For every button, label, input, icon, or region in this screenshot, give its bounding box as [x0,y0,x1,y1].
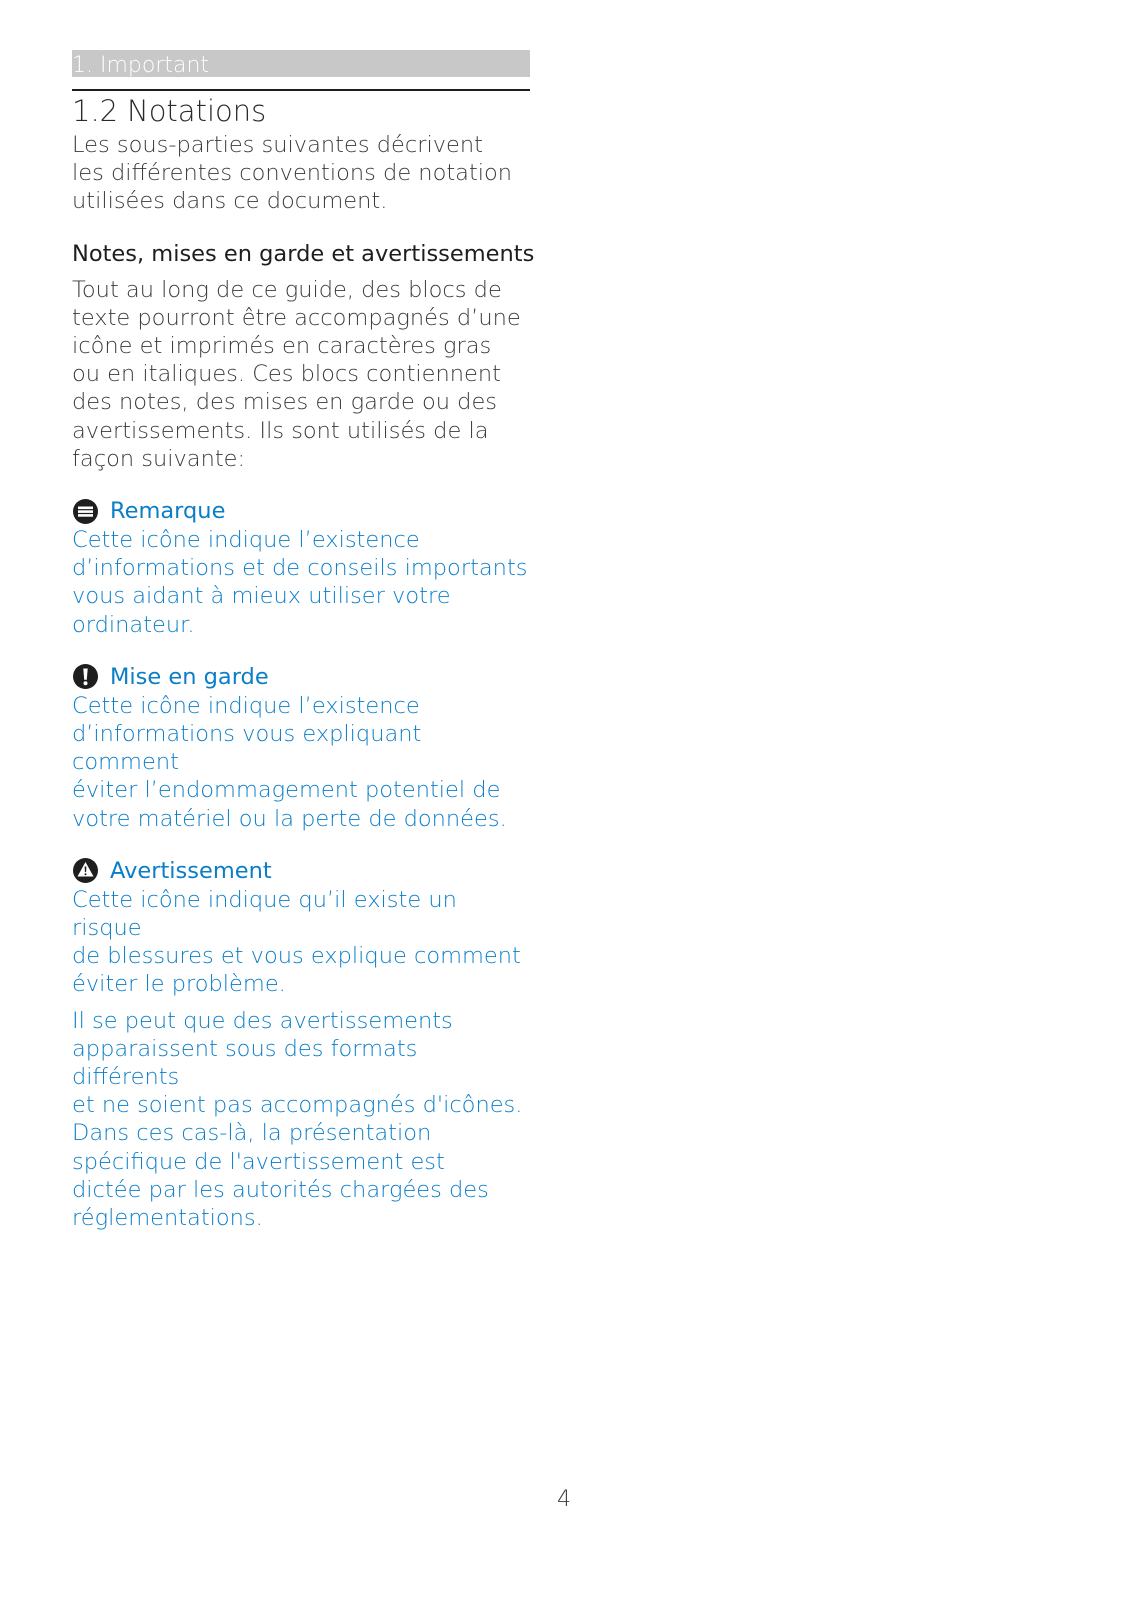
notice-avertissement [72,857,530,999]
additional-warning-paragraph: Il se peut que des avertissements apparaissent sous des formats différents et ne soient pas accompagnés d'icônes. Dans ces cas-là, la présentation spécifique de l'avertissement est dictée par les autorités chargées des réglementations. [72,1007,523,1232]
section-divider [72,89,530,91]
notice-title: Remarque [110,498,226,525]
notice-body: Cette icône indique l’existence d’informations et de conseils importants vous aidant à mieux utiliser votre ordinateur. [72,527,528,638]
notice-heading [72,663,530,691]
notice-body: Cette icône indique qu’il existe un risque de blessures et vous explique comment éviter le problème. [72,886,521,998]
notice-heading [72,497,530,525]
warning-icon [72,857,99,884]
chapter-header: 1. Important [72,50,530,77]
notice-remarque [72,497,530,639]
section-number: 1.2 [72,94,119,128]
notice-heading [72,857,530,885]
intro-paragraph: Les sous-parties suivantes décrivent les différentes conventions de notation utilisées dans ce document. [72,132,513,215]
section-title [72,93,530,129]
notice-mise-en-garde [72,663,530,833]
notice-body: Cette icône indique l’existence d’informations vous expliquant comment éviter l’endommagement potentiel de votre matériel ou la perte de données. [72,692,507,832]
page-number: 4 [557,1487,571,1512]
section-title-text: Notations [127,94,267,128]
subsection-heading: Notes, mises en garde et avertissements [72,240,535,267]
notice-title: Mise en garde [110,663,269,690]
note-icon [72,498,99,525]
notice-title: Avertissement [110,857,272,884]
subsection-paragraph: Tout au long de ce guide, des blocs de texte pourront être accompagnés d’une icône et imprimés en caractères gras ou en italiques. Ces blocs contiennent des notes, des mises en garde ou des avertissements. Ils sont utilisés de la façon suivante: [72,276,521,472]
caution-icon [72,663,99,690]
page-content [72,50,535,1232]
